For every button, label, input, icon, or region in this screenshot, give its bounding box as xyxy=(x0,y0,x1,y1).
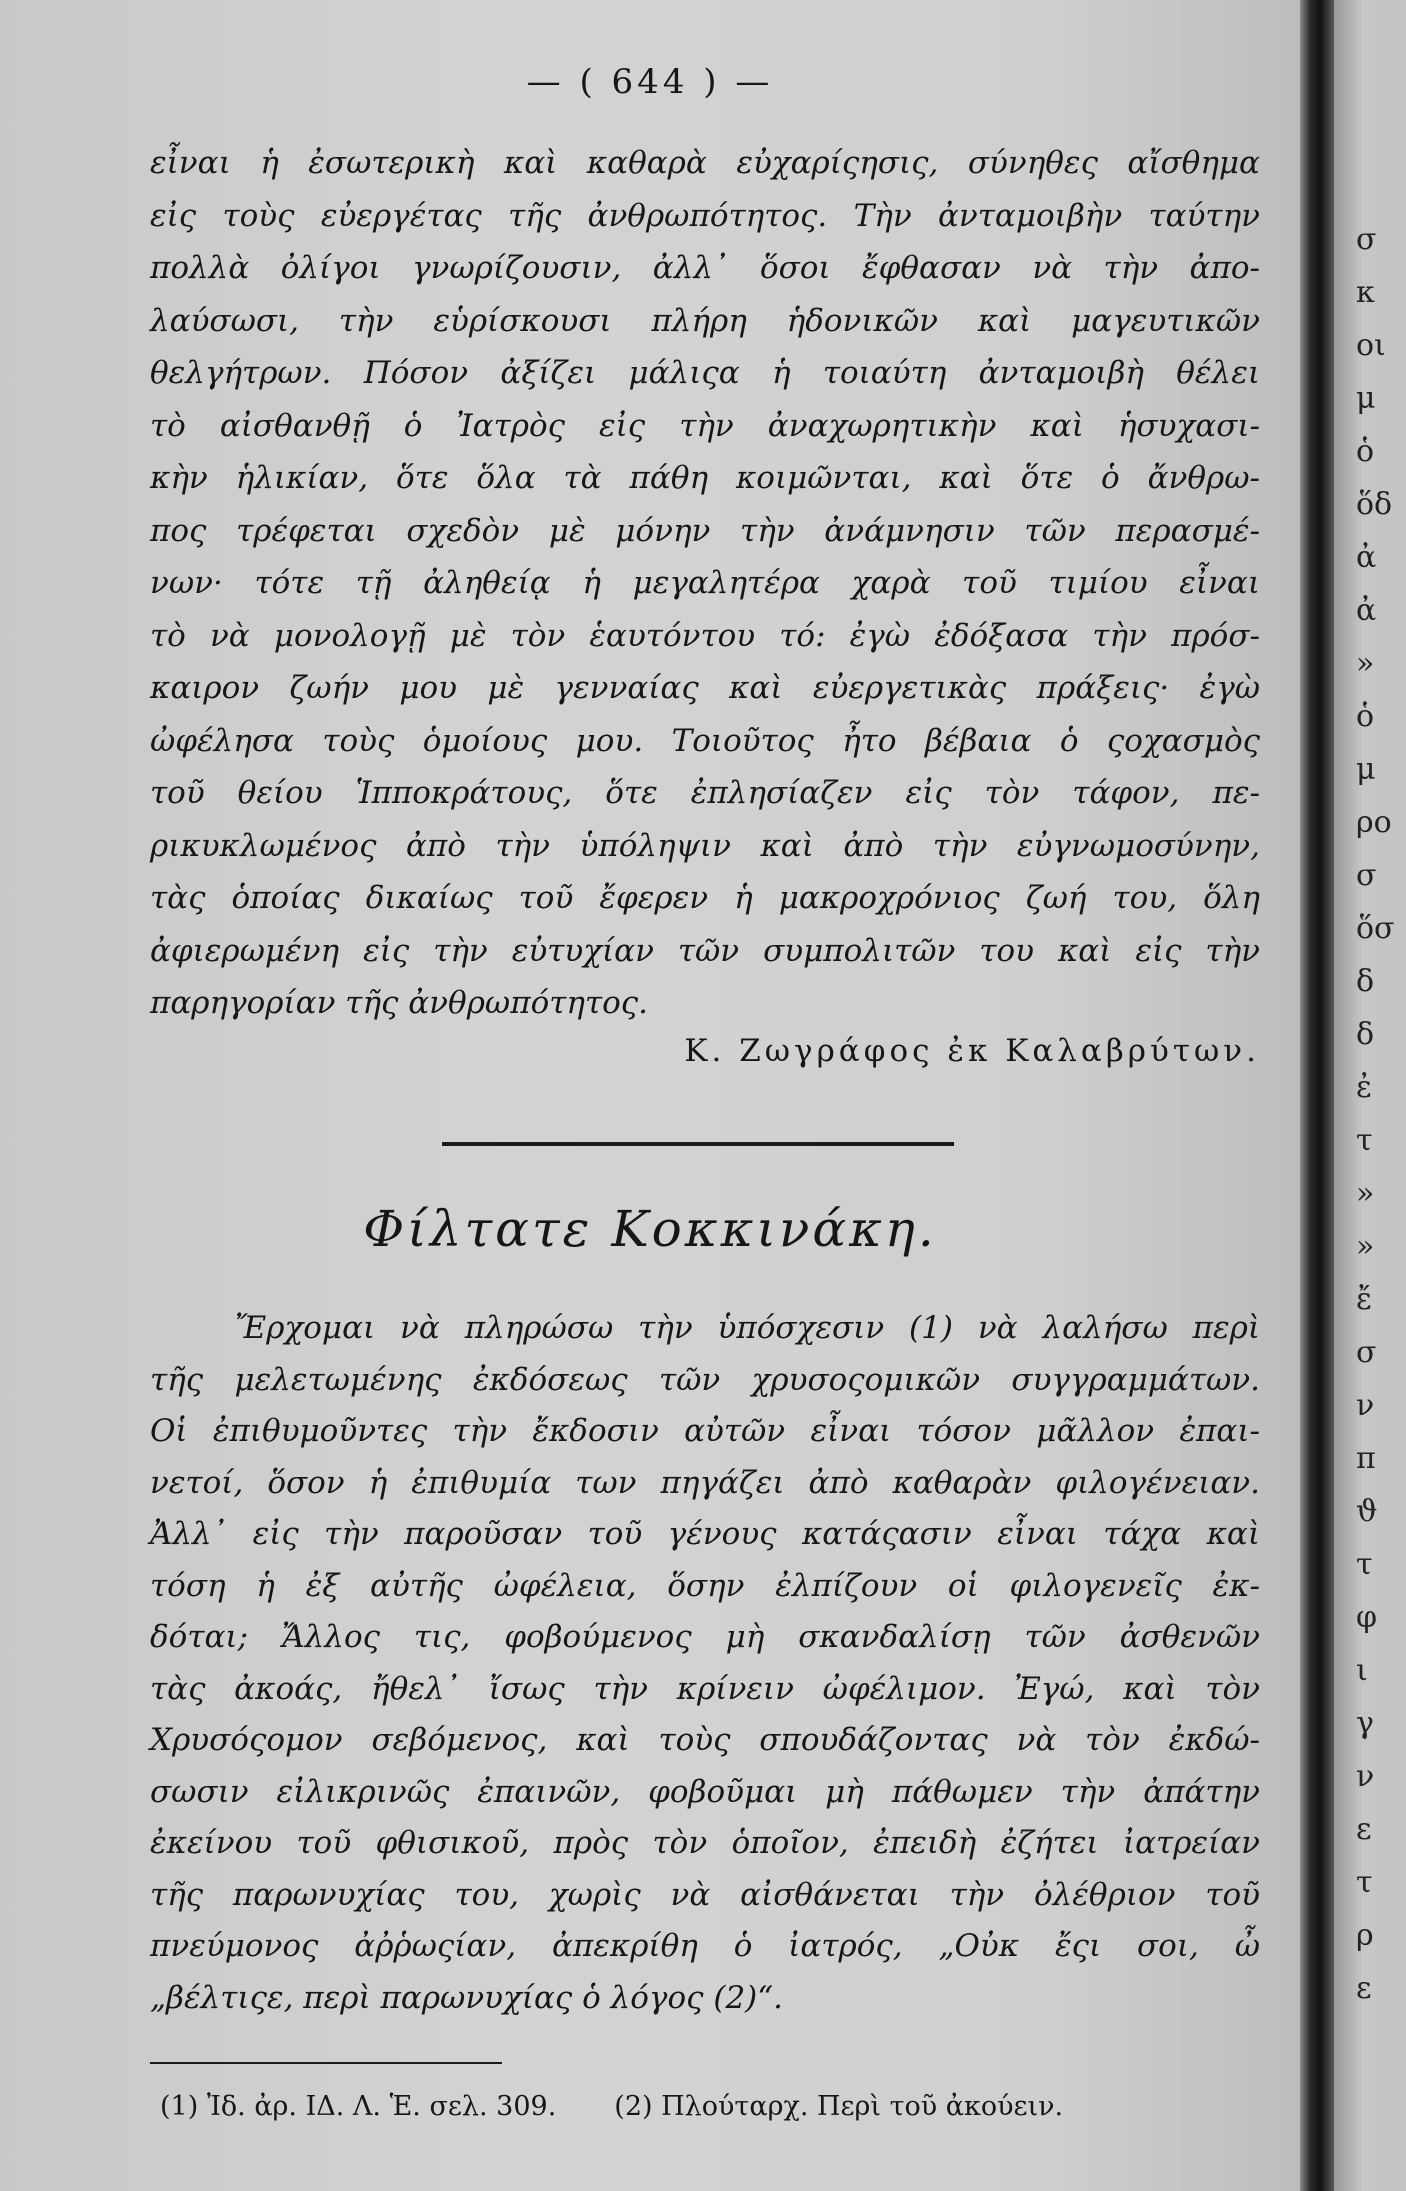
edge-fragment: τ xyxy=(1356,1547,1373,1582)
section-heading: Φίλτατε Κοκκινάκη. xyxy=(363,1200,937,1258)
second-letter-line: νετοί, ὅσον ἡ ἐπιθυμία των πηγάζει ἀπὸ καθαρὰν φιλογένειαν. xyxy=(150,1464,1260,1501)
second-letter-line: „βέλτιςε, περὶ παρωνυχίας ὁ λόγος (2)“. xyxy=(150,1979,783,2016)
edge-fragment: ἔ xyxy=(1356,1282,1373,1317)
edge-fragment: ὅδ xyxy=(1356,487,1393,522)
second-letter-line: Ἔρχομαι νὰ πληρώσω τὴν ὑπόσχεσιν (1) νὰ λαλήσω περὶ xyxy=(235,1310,1260,1346)
footnote-1: (1) Ἰδ. ἀρ. ΙΔ. Λ. Ἑ. σελ. 309. xyxy=(160,2091,557,2122)
footnotes xyxy=(160,2091,1260,2122)
second-letter-line: Οἱ ἐπιθυμοῦντες τὴν ἔκδοσιν αὐτῶν εἶναι τόσον μᾶλλον ἐπαι- xyxy=(150,1413,1260,1449)
edge-fragment: φ xyxy=(1356,1600,1378,1635)
edge-fragment: μ xyxy=(1356,752,1376,787)
letter-line: εἰς τοὺς εὐεργέτας τῆς ἀνθρωπότητος. Τὴν ἀνταμοιβὴν ταύτην xyxy=(150,197,1260,234)
edge-fragment: δ xyxy=(1356,1017,1375,1052)
edge-fragment: ν xyxy=(1356,1388,1375,1423)
letter-line: λαύσωσι, τὴν εὑρίσκουσι πλήρη ἡδονικῶν καὶ μαγευτικῶν xyxy=(150,302,1260,339)
second-letter-line: τὰς ἀκοάς, ἤθελ᾽ ἴσως τὴν κρίνειν ὠφέλιμον. Ἐγώ, καὶ τὸν xyxy=(150,1670,1260,1707)
letter-line: εἶναι ἡ ἐσωτερικὴ καὶ καθαρὰ εὐχαρίςησις, σύνηθες αἴσθημα xyxy=(150,145,1260,181)
edge-fragment: ρ xyxy=(1356,1918,1374,1953)
second-letter-line: Χρυσόςομον σεβόμενος, καὶ τοὺς σπουδάζοντας νὰ τὸν ἐκδώ- xyxy=(150,1722,1260,1758)
edge-fragment: ε xyxy=(1356,1971,1372,2006)
second-letter-line: δόται; Ἄλλος τις, φοβούμενος μὴ σκανδαλίσῃ τῶν ἀσθενῶν xyxy=(150,1619,1260,1655)
edge-fragment: ὁ xyxy=(1356,699,1375,734)
footnote-rule xyxy=(150,2062,502,2064)
letter-line: τὸ αἰσθανθῇ ὁ Ἰατρὸς εἰς τὴν ἀναχωρητικὴν καὶ ἡσυχασι- xyxy=(150,407,1260,444)
edge-fragment: ν xyxy=(1356,1759,1375,1794)
letter-line: θελγήτρων. Πόσον ἀξίζει μάλιςα ἡ τοιαύτη ἀνταμοιβὴ θέλει xyxy=(150,355,1260,391)
edge-fragment: γ xyxy=(1356,1706,1374,1741)
edge-fragment: τ xyxy=(1356,1123,1373,1158)
letter-line: πος τρέφεται σχεδὸν μὲ μόνην τὴν ἀνάμνησιν τῶν περασμέ- xyxy=(150,512,1260,549)
edge-fragment: » xyxy=(1356,1176,1375,1211)
signature: Κ. Ζωγράφος ἐκ Καλαβρύτων. xyxy=(684,1033,1260,1069)
letter-line: καιρον ζωήν μου μὲ γενναίας καὶ εὐεργετικὰς πράξεις· ἐγὼ xyxy=(150,670,1260,706)
edge-fragment: π xyxy=(1356,1441,1376,1476)
edge-fragment: ἐ xyxy=(1356,1070,1373,1105)
edge-fragment: κ xyxy=(1356,275,1375,310)
page-number: — ( 644 ) — xyxy=(526,62,774,102)
second-letter-line: τῆς μελετωμένης ἐκδόσεως τῶν χρυσοςομικῶν συγγραμμάτων. xyxy=(150,1361,1260,1398)
edge-fragment: ἀ xyxy=(1356,593,1377,628)
edge-fragment: σ xyxy=(1356,222,1377,257)
edge-fragment: » xyxy=(1356,646,1375,681)
edge-fragment: ἀ xyxy=(1356,540,1377,575)
edge-fragment: ὅσ xyxy=(1356,911,1395,946)
edge-fragment: τ xyxy=(1356,1865,1373,1900)
letter-line: τοῦ θείου Ἱπποκράτους, ὅτε ἐπλησίαζεν εἰς τὸν τάφον, πε- xyxy=(150,775,1260,811)
letter-line: τὸ νὰ μονολογῇ μὲ τὸν ἑαυτόντου τό: ἐγὼ ἐδόξασα τὴν πρόσ- xyxy=(150,617,1260,654)
letter-line: κὴν ἡλικίαν, ὅτε ὅλα τὰ πάθη κοιμῶνται, καὶ ὅτε ὁ ἄνθρω- xyxy=(150,460,1260,496)
letter-line: πολλὰ ὀλίγοι γνωρίζουσιν, ἀλλ᾽ ὅσοι ἔφθασαν νὰ τὴν ἀπο- xyxy=(150,250,1260,286)
second-letter-line: τόση ἡ ἐξ αὐτῆς ὠφέλεια, ὅσην ἐλπίζουν οἱ φιλογενεῖς ἐκ- xyxy=(150,1567,1260,1604)
footnote-2: (2) Πλούταρχ. Περὶ τοῦ ἀκούειν. xyxy=(614,2091,1064,2122)
letter-line: ἀφιερωμένη εἰς τὴν εὐτυχίαν τῶν συμπολιτῶν του καὶ εἰς τὴν xyxy=(150,932,1260,969)
adjacent-page-edge xyxy=(1334,0,1406,2191)
second-letter-line: Ἀλλ᾽ εἰς τὴν παροῦσαν τοῦ γένους κατάςασιν εἶναι τάχα καὶ xyxy=(150,1516,1260,1552)
edge-fragment: σ xyxy=(1356,1335,1377,1370)
edge-fragment: δ xyxy=(1356,964,1375,999)
letter-line: παρηγορίαν τῆς ἀνθρωπότητος. xyxy=(150,985,648,1021)
book-gutter xyxy=(1300,0,1334,2191)
edge-fragment: ε xyxy=(1356,1812,1372,1847)
second-letter-line: σωσιν εἰλικρινῶς ἐπαινῶν, φοβοῦμαι μὴ πάθωμεν τὴν ἀπάτην xyxy=(150,1773,1260,1810)
edge-fragment: ρο xyxy=(1356,805,1392,840)
edge-fragment: μ xyxy=(1356,381,1376,416)
second-letter-line: τῆς παρωνυχίας του, χωρὶς νὰ αἰσθάνεται τὴν ὀλέθριον τοῦ xyxy=(150,1876,1260,1913)
second-letter-line: πνεύμονος ἀῤῥωςίαν, ἀπεκρίθη ὁ ἰατρός, „Οὐκ ἔςι σοι, ὦ xyxy=(150,1928,1260,1964)
second-letter-line: ἐκείνου τοῦ φθισικοῦ, πρὸς τὸν ὁποῖον, ἐπειδὴ ἐζήτει ἰατρείαν xyxy=(150,1825,1260,1861)
edge-fragment: » xyxy=(1356,1229,1375,1264)
letter-line: ρικυκλωμένος ἀπὸ τὴν ὑπόληψιν καὶ ἀπὸ τὴν εὐγνωμοσύνην, xyxy=(150,827,1260,864)
edge-fragment: ϑ xyxy=(1356,1494,1378,1529)
edge-fragment: ὁ xyxy=(1356,434,1375,469)
edge-fragment: ι xyxy=(1356,1653,1368,1688)
letter-line: τὰς ὁποίας δικαίως τοῦ ἔφερεν ἡ μακροχρόνιος ζωή του, ὅλη xyxy=(150,880,1260,916)
letter-line: ὠφέλησα τοὺς ὁμοίους μου. Τοιοῦτος ἦτο βέβαια ὁ ςοχασμὸς xyxy=(150,722,1260,759)
section-divider xyxy=(442,1142,954,1146)
letter-line: νων· τότε τῇ ἀληθείᾳ ἡ μεγαλητέρα χαρὰ τοῦ τιμίου εἶναι xyxy=(150,565,1260,601)
edge-fragment: οι xyxy=(1356,328,1386,363)
edge-fragment: σ xyxy=(1356,858,1377,893)
